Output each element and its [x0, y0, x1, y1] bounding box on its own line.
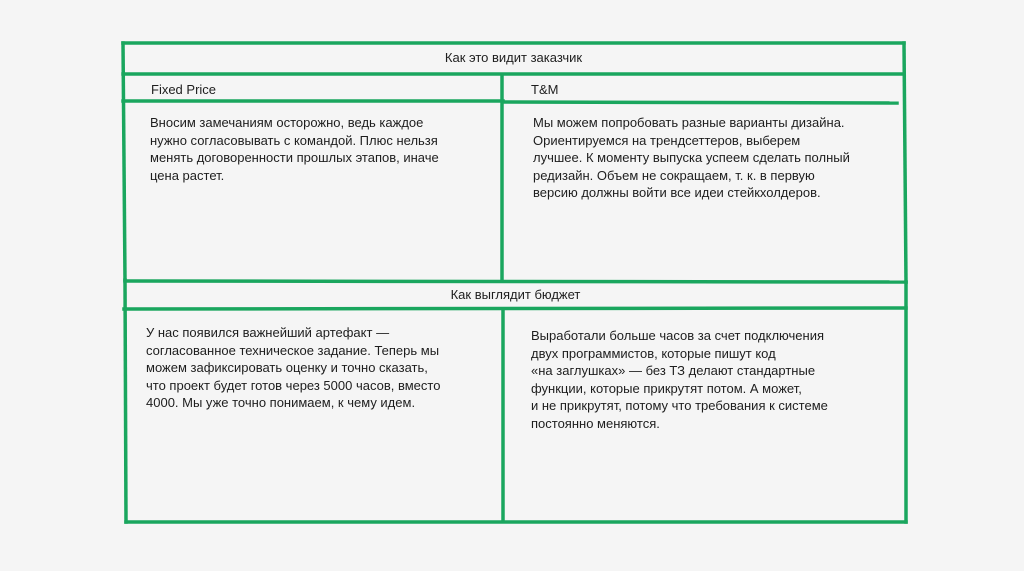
cell-line: Вносим замечаниям осторожно, ведь каждое: [150, 115, 424, 130]
cell-line: нужно согласовывать с командой. Плюс нельзя: [150, 132, 438, 148]
cell-line: версию должны войти все идеи стейкхолдеров.: [533, 185, 821, 200]
cell-line: функции, которые прикрутят потом. А может,: [531, 380, 802, 396]
cell-line: и не прикрутят, потому что требования к системе: [531, 398, 828, 413]
grid-line-section2-bottom: [124, 308, 906, 309]
cell-line: лучшее. К моменту выпуска успеем сделать полный: [533, 150, 850, 165]
cell-line: Выработали больше часов за счет подключения: [531, 328, 825, 343]
column-header-fixed-price: Fixed Price: [151, 82, 217, 97]
cell-line: У нас появился важнейший артефакт —: [146, 325, 390, 340]
column-header-tm: T&M: [531, 82, 559, 97]
cell-fixed-price-customer-view: [150, 114, 439, 184]
cell-line: двух программистов, которые пишут код: [531, 345, 776, 361]
cell-fixed-price-budget: [146, 324, 440, 412]
section2-title: Как выглядит бюджет: [450, 287, 581, 302]
grid-line-header-bottom-right: [503, 102, 897, 103]
section1-title: Как это видит заказчик: [444, 50, 583, 65]
cell-line: Ориентируемся на трендсеттеров, выберем: [533, 132, 801, 148]
cell-line: согласованное техническое задание. Теперь мы: [146, 342, 440, 358]
cell-line: «на заглушках» — без ТЗ делают стандартные: [531, 363, 816, 378]
grid-line-right-top: [904, 43, 906, 282]
cell-line: цена растет.: [150, 167, 225, 183]
cell-line: 4000. Мы уже точно понимаем, к чему идем.: [146, 395, 416, 410]
cell-line: менять договоренности прошлых этапов, иначе: [150, 150, 439, 165]
cell-line: редизайн. Объем не сокращаем, т. к. в первую: [533, 167, 815, 183]
grid-line-left-top: [123, 43, 125, 280]
cell-line: постоянно меняются.: [531, 415, 660, 431]
grid-line-left-bottom: [125, 280, 126, 522]
cell-line: можем зафиксировать оценку и точно сказать,: [146, 360, 428, 375]
cell-line: что проект будет готов через 5000 часов, вместо: [146, 377, 441, 393]
cell-line: Мы можем попробовать разные варианты дизайна.: [533, 115, 845, 130]
grid-line-section2-top: [125, 281, 906, 282]
cell-tm-budget: [531, 327, 828, 432]
cell-tm-customer-view: [533, 114, 850, 202]
